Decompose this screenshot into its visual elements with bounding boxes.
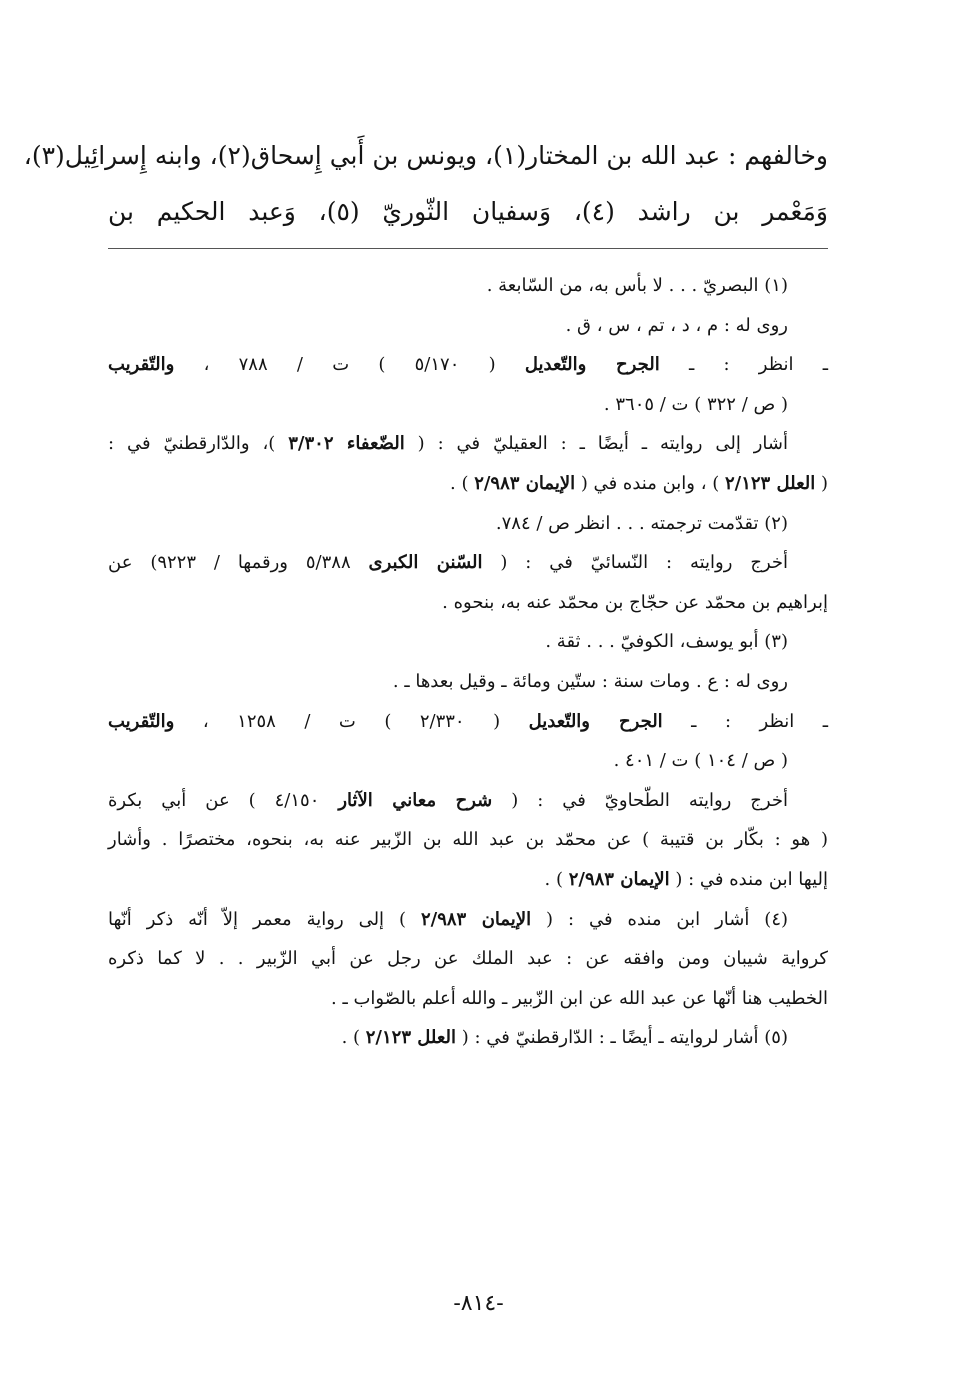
footnote-text: ( ٥/١٧٠ ) ت / ٧٨٨ ،: [174, 354, 525, 376]
footnote-text: ) .: [341, 1027, 366, 1049]
footnote-text: (٥) أشار لروايته ـ أيضًا ـ : الدّارقطنيّ في : (: [456, 1027, 788, 1049]
footnote-line: ( ص / ١٠٤ ) ت / ٤٠١ .: [613, 750, 788, 772]
footnote-text: أشار إلى روايته ـ أيضًا ـ : العقيليّ في : (: [404, 433, 788, 455]
footnote-line: [108, 1018, 828, 1058]
footnote-line: [108, 464, 828, 504]
footnote-line: روى له : ع . ومات سنة : ستّين ومائة ـ وقيل بعدها ـ .: [392, 670, 788, 692]
main-text-line: وَمَعْمر بن راشد (٤)، وَسفيان الثّوريّ (٥)، وَعبد الحكيم بن: [108, 197, 828, 226]
cited-work-title: والتّقريب: [108, 710, 175, 732]
footnote-line: (٢) تقدّمت ترجمته . . . انظر ص / ٧٨٤.: [495, 512, 788, 534]
footnote-separator: [108, 248, 828, 249]
footnote-text: ٥/٣٨٨ ورقمها / ٩٢٢٣) عن: [108, 552, 369, 574]
footnote-text: (٤) أشار ابن منده في : (: [531, 908, 789, 930]
footnote-text: أخرج روايته : النّسائيّ في : (: [482, 552, 788, 574]
footnote-line: [108, 345, 828, 385]
cited-work-title: الإيمان ٢/٩٨٣: [420, 908, 532, 930]
footnote-text: (: [815, 472, 828, 494]
footnote-line: كرواية شيبان ومن وافقه عن : عبد الملك عن رجل عن أبي الزّبير . . لا كما ذكره: [108, 948, 828, 970]
cited-work-title: والتّقريب: [108, 354, 175, 376]
footnote-line: الخطيب هنا أنّها عن عبد الله عن ابن الزّبير ـ والله أعلم بالصّواب ـ .: [331, 987, 828, 1009]
footnotes: [108, 266, 828, 1058]
cited-work-title: الإيمان ٢/٩٨٣: [568, 868, 670, 890]
footnote-text: ) إلى رواية معمر إلاّ أنّه ذكر أنّها: [108, 908, 421, 930]
footnote-line: (١) البصريّ . . . لا بأس به، من السّابعة .: [486, 275, 788, 296]
footnote-text: ( ٢/٣٣٠ ) ت / ١٢٥٨ ،: [174, 710, 529, 732]
cited-work-title: الجرح والتّعديل: [524, 354, 660, 376]
footnote-line: (٣) أبو يوسف، الكوفيّ . . . ثقة .: [545, 631, 788, 653]
footnote-line: [108, 900, 828, 940]
cited-work-title: العلل ٢/١٢٣: [724, 472, 816, 494]
footnote-text: ) .: [544, 868, 569, 890]
footnote-line: [108, 781, 828, 821]
footnote-text: )، والدّارقطنيّ في :: [108, 433, 289, 455]
cited-work-title: شرح معاني الآثار: [338, 789, 493, 811]
cited-work-title: الإيمان ٢/٩٨٣: [474, 472, 576, 494]
footnote-line: [108, 424, 828, 464]
footnote-line: روى له : م ، د ، تم ، س ، ق .: [565, 314, 788, 336]
footnote-text: ـ انظر : ـ: [662, 710, 828, 732]
footnote-text: ٤/١٥٠ ) عن أبي بكرة: [108, 789, 339, 811]
main-text-line: وخالفهم : عبد الله بن المختار(١)، ويونس بن أَبي إِسحاق(٢)، وابنه إِسرائِيل(٣)،: [23, 141, 828, 170]
footnote-text: ) .: [450, 472, 475, 494]
main-text: [23, 128, 828, 240]
cited-work-title: العلل ٢/١٢٣: [365, 1027, 457, 1049]
footnote-line: [108, 702, 828, 742]
footnote-line: [108, 543, 828, 583]
footnote-text: ) ، وابن منده في (: [575, 472, 725, 494]
footnote-text: ـ انظر : ـ: [659, 354, 828, 376]
footnote-line: [108, 860, 828, 900]
page-number: -٨١٤-: [453, 1291, 504, 1316]
footnote-text: إليها ابن منده في : (: [669, 868, 828, 890]
footnote-line: إبراهيم بن محمّد عن حجّاج بن محمّد عنه به، بنحوه .: [442, 591, 828, 613]
cited-work-title: الجرح والتّعديل: [528, 710, 663, 732]
footnote-line: ( هو : بكّار بن قتيبة ) عن محمّد بن عبد الله بن الزّبير عنه به، بنحوه، مختصرًا . وأشار: [108, 829, 828, 851]
cited-work-title: الضّعفاء ٣/٣٠٢: [288, 433, 405, 455]
footnote-line: ( ص / ٣٢٢ ) ت / ٣٦٠٥ .: [603, 393, 788, 415]
cited-work-title: السّنن الكبرى: [368, 552, 483, 574]
footnote-text: أخرج روايته الطّحاويّ في : (: [492, 789, 788, 811]
